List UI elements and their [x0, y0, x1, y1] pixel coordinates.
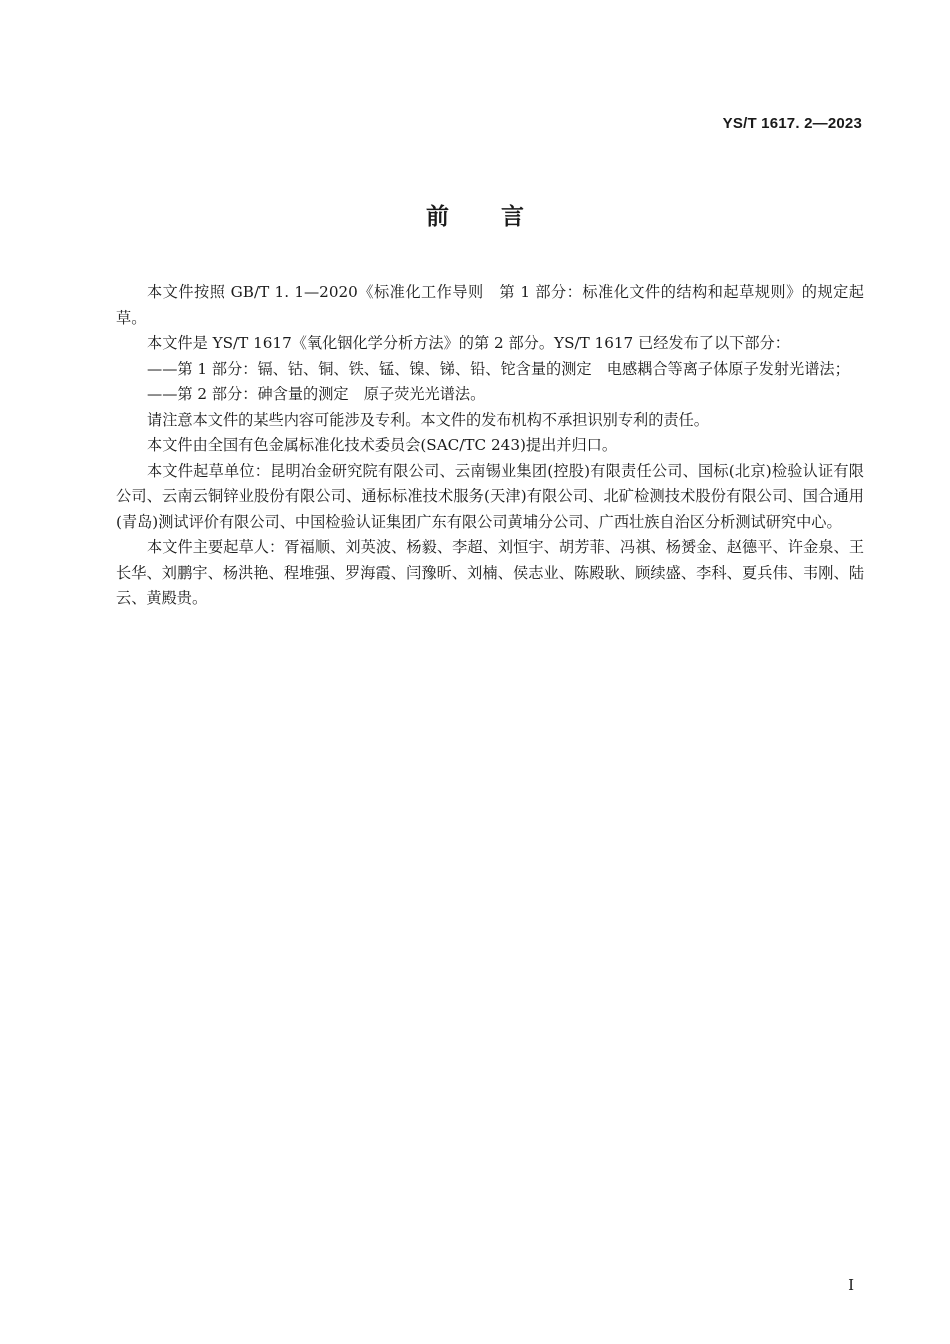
page-number: I: [848, 1276, 854, 1294]
paragraph-drafting-rules: 本文件按照 GB/T 1. 1—2020《标准化工作导则 第 1 部分：标准化文件的结构和起草规则》的规定起草。: [116, 283, 864, 327]
foreword-body: [116, 280, 864, 612]
paragraph-part-2: ——第 2 部分：砷含量的测定 原子荧光光谱法。: [147, 385, 486, 403]
paragraph-proposer: 本文件由全国有色金属标准化技术委员会(SAC/TC 243)提出并归口。: [147, 436, 618, 454]
page-title: 前言: [426, 204, 576, 230]
paragraph-drafters: 本文件主要起草人：胥福顺、刘英波、杨毅、李超、刘恒宇、胡芳菲、冯祺、杨赟金、赵德平、许金泉、王长华、刘鹏宇、杨洪艳、程堆强、罗海霞、闫豫昕、刘楠、侯志业、陈殿耿、顾续盛、李科、夏兵伟、韦刚、陆云、黄殿贵。: [116, 538, 864, 607]
paragraph-drafting-units: 本文件起草单位：昆明冶金研究院有限公司、云南锡业集团(控股)有限责任公司、国标(北京)检验认证有限公司、云南云铜锌业股份有限公司、通标标准技术服务(天津)有限公司、北矿检测技术股份有限公司、国合通用(青岛)测试评价有限公司、中国检验认证集团广东有限公司黄埔分公司、广西壮族自治区分析测试研究中心。: [116, 461, 864, 531]
paragraph-patent-notice: 请注意本文件的某些内容可能涉及专利。本文件的发布机构不承担识别专利的责任。: [147, 410, 709, 429]
standard-code: YS/T 1617. 2—2023: [722, 115, 862, 132]
paragraph-parts-intro: 本文件是 YS/T 1617《氧化铟化学分析方法》的第 2 部分。YS/T 1617 已经发布了以下部分：: [147, 334, 790, 352]
paragraph-part-1: ——第 1 部分：镉、钴、铜、铁、锰、镍、锑、铅、铊含量的测定 电感耦合等离子体原子发射光谱法；: [147, 359, 850, 378]
